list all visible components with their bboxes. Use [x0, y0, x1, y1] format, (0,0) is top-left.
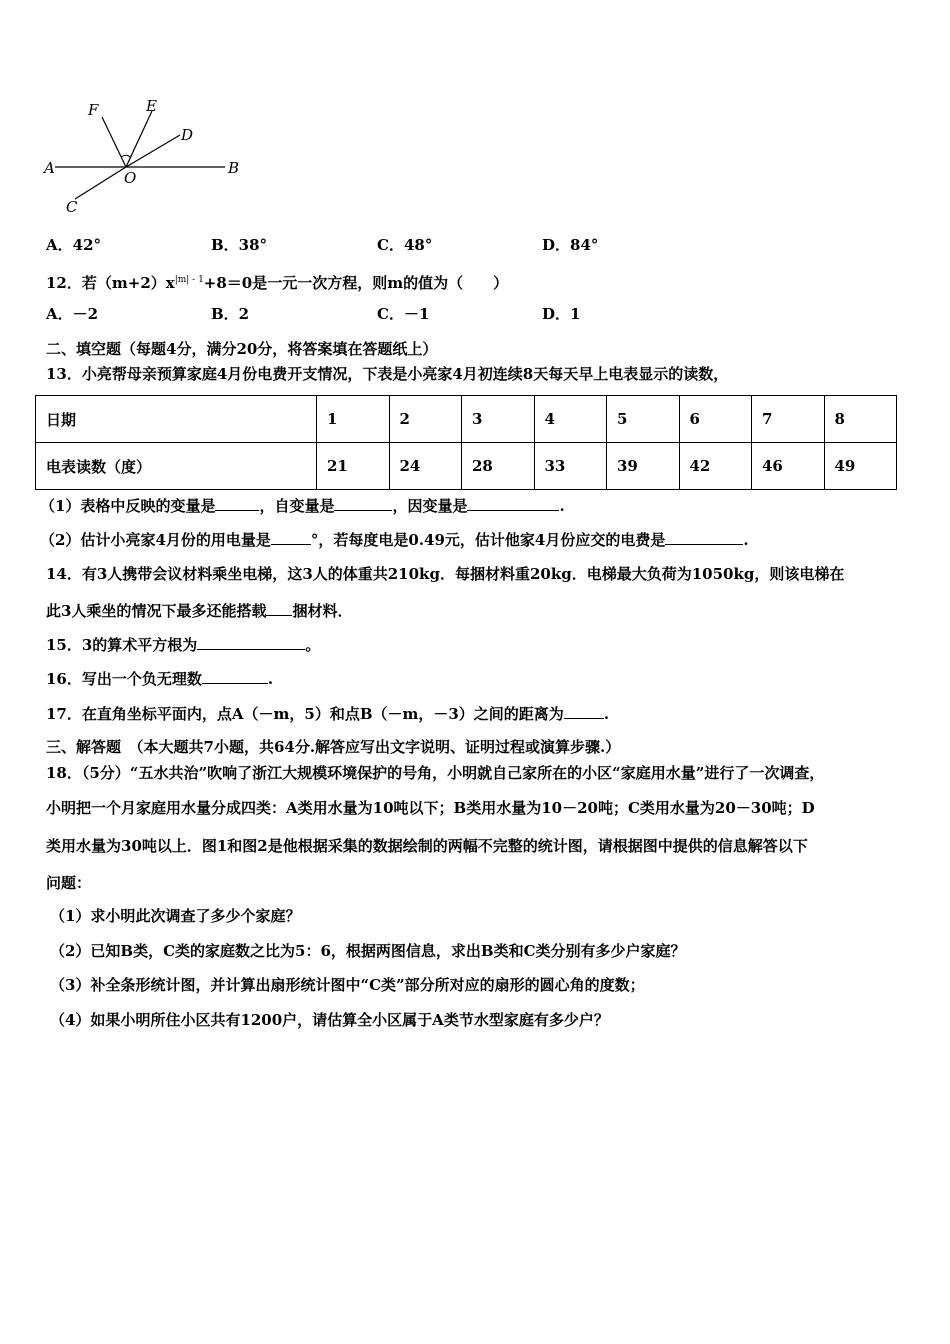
q11-option-a: A．42°	[46, 236, 102, 254]
q18-sub3: （3）补全条形统计图，并计算出扇形统计图中“C类”部分所对应的扇形的圆心角的度数；	[50, 976, 645, 994]
ray-of	[102, 117, 126, 167]
q11-option-d: D．84°	[542, 236, 599, 254]
q18-line3: 类用水量为30吨以上．图1和图2是他根据采集的数据绘制的两幅不完整的统计图，请根据图中提供的信息解答以下	[46, 837, 808, 855]
answer-blank[interactable]	[467, 495, 559, 511]
q13-sub1-text-b: ，自变量是	[259, 497, 335, 515]
answer-blank[interactable]	[564, 703, 604, 719]
q12-exponent: |m| - 1	[174, 275, 204, 285]
q18-sub1: （1）求小明此次调查了多少个家庭？	[50, 907, 301, 925]
table-cell-day: 3	[462, 396, 535, 443]
q18-line4: 问题：	[46, 874, 92, 892]
q13-sub1-text-a: （1）表格中反映的变量是	[40, 497, 216, 515]
meter-reading-table	[35, 395, 897, 490]
angle-figure	[40, 95, 260, 220]
label-o: O	[124, 169, 137, 187]
answer-blank[interactable]	[271, 529, 311, 545]
table-cell-reading: 39	[607, 443, 680, 490]
q16-text-a: 16．写出一个负无理数	[46, 670, 202, 688]
q13-stem: 13．小亮帮母亲预算家庭4月份电费开支情况，下表是小亮家4月初连续8天每天早上电表显示的读数，	[46, 365, 729, 383]
q13-sub2	[40, 529, 749, 550]
q12-stem	[46, 270, 508, 293]
table-cell-day: 2	[389, 396, 462, 443]
q14-line2-text-a: 此3人乘坐的情况下最多还能搭载	[46, 602, 267, 620]
label-c: C	[66, 198, 78, 216]
table-cell-day: 8	[824, 396, 897, 443]
q13-sub1	[40, 495, 565, 516]
table-cell-reading: 42	[679, 443, 752, 490]
table-cell-reading: 21	[317, 443, 390, 490]
label-f: F	[88, 101, 99, 119]
q18-line1: 18．（5分）“五水共治”吹响了浙江大规模环境保护的号角，小明就自己家所在的小区“家庭用水量”进行了一次调查，	[46, 764, 825, 782]
ray-od	[126, 135, 180, 167]
section3-title: 三、解答题 （本大题共7小题，共64分.解答应写出文字说明、证明过程或演算步骤.）	[46, 738, 621, 756]
q13-sub2-end: .	[743, 531, 749, 549]
q17-text-b: .	[603, 705, 610, 723]
answer-blank[interactable]	[215, 495, 259, 511]
label-b: B	[228, 159, 240, 177]
q12-stem-pre: 12．若（m+2）x	[46, 274, 175, 292]
table-cell-day: 7	[752, 396, 825, 443]
q12-option-c: C．－1	[377, 305, 430, 323]
q13-sub2-text-b: °，若每度电是0.49元，估计他家4月份应交的电费是	[310, 531, 666, 549]
table-header-date: 日期	[36, 396, 317, 443]
table-cell-reading: 33	[534, 443, 607, 490]
q15-text-b: 。	[305, 636, 321, 654]
q17	[46, 703, 609, 724]
q12-option-d: D．1	[542, 305, 581, 323]
right-angle-mark	[121, 155, 131, 158]
ray-oc	[75, 167, 126, 199]
q18-line2: 小明把一个月家庭用水量分成四类：A类用水量为10吨以下；B类用水量为10－20吨；C类用水量为20－30吨；D	[46, 799, 815, 817]
q15	[46, 634, 320, 655]
table-cell-day: 4	[534, 396, 607, 443]
q16	[46, 668, 273, 689]
section2-title: 二、填空题（每题4分，满分20分，将答案填在答题纸上）	[46, 340, 438, 358]
q14-line1: 14．有3人携带会议材料乘坐电梯，这3人的体重共210kg．每捆材料重20kg．电梯最大负荷为1050kg，则该电梯在	[46, 565, 845, 583]
answer-blank[interactable]	[334, 495, 392, 511]
table-cell-reading: 28	[462, 443, 535, 490]
table-header-reading: 电表读数（度）	[36, 443, 317, 490]
q16-text-b: .	[267, 670, 274, 688]
q18-sub2: （2）已知B类，C类的家庭数之比为5：6，根据两图信息，求出B类和C类分别有多少户家庭？	[50, 942, 686, 960]
label-e: E	[146, 97, 157, 115]
table-cell-day: 5	[607, 396, 680, 443]
label-d: D	[181, 126, 194, 144]
q12-option-a: A．－2	[46, 305, 99, 323]
answer-blank[interactable]	[202, 668, 268, 684]
answer-blank[interactable]	[197, 634, 305, 650]
answer-blank[interactable]	[665, 529, 743, 545]
table-row	[36, 396, 897, 443]
q11-option-c: C．48°	[377, 236, 433, 254]
q12-stem-post: +8＝0是一元一次方程，则m的值为（ ）	[203, 274, 509, 292]
table-cell-reading: 24	[389, 443, 462, 490]
label-a: A	[44, 159, 55, 177]
table-cell-reading: 46	[752, 443, 825, 490]
table-cell-day: 1	[317, 396, 390, 443]
q13-sub1-text-c: ，因变量是	[392, 497, 468, 515]
q18-sub4: （4）如果小明所住小区共有1200户，请估算全小区属于A类节水型家庭有多少户？	[50, 1011, 609, 1029]
q11-option-b: B．38°	[211, 236, 268, 254]
answer-blank[interactable]	[266, 600, 292, 616]
q17-text-a: 17．在直角坐标平面内，点A（－m，5）和点B（－m，－3）之间的距离为	[46, 705, 564, 723]
q15-text-a: 15．3的算术平方根为	[46, 636, 198, 654]
q14-line2	[46, 600, 352, 621]
q14-line2-text-b: 捆材料．	[292, 602, 353, 620]
q13-sub1-end: .	[559, 497, 565, 515]
table-row	[36, 443, 897, 490]
table-cell-day: 6	[679, 396, 752, 443]
q13-sub2-text-a: （2）估计小亮家4月份的用电量是	[40, 531, 271, 549]
q12-option-b: B．2	[211, 305, 250, 323]
table-cell-reading: 49	[824, 443, 897, 490]
